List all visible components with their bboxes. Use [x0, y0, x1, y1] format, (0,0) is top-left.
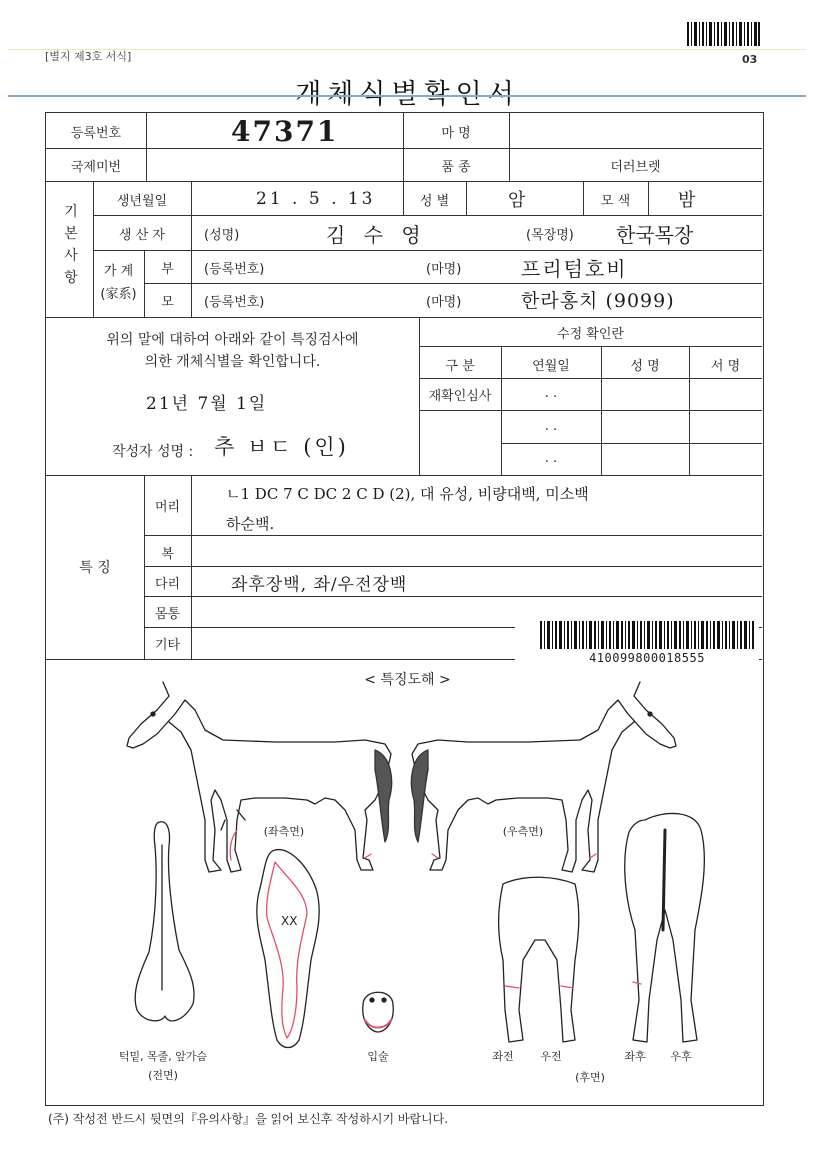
producer-name-value: 김 수 영 — [326, 223, 427, 247]
head-value-line1: ㄴ1 DC 7 C DC 2 C D (2), 대 유성, 비량대백, 미소백 — [226, 485, 589, 503]
correction-row-label: 재확인심사 — [428, 389, 492, 404]
hind-left-caption: 좌후 — [624, 1050, 646, 1063]
document-title: 개체식별확인서 — [295, 79, 520, 110]
correction-col-name: 성 명 — [630, 359, 660, 374]
right-side-horse — [411, 682, 676, 872]
sire-reg-no-label: (등록번호) — [204, 262, 265, 277]
features-section-label: 특 징 — [79, 560, 111, 576]
neck-label: 복 — [161, 547, 174, 562]
front-legs-view — [499, 877, 579, 1042]
farm-value: 한국목장 — [616, 223, 694, 247]
correction-col-sign: 서 명 — [710, 359, 741, 374]
statement-line1: 위의 말에 대하여 아래와 같이 특징검사에 — [106, 332, 359, 348]
correction-title: 수정 확인란 — [557, 327, 624, 342]
intl-no-label: 국제미번 — [70, 160, 122, 175]
fore-right-caption: 우전 — [540, 1050, 562, 1063]
head-value-line2: 하순백. — [226, 515, 275, 533]
svg-text:XX: XX — [281, 914, 298, 928]
statement-line2: 의한 개체식별을 확인합니다. — [144, 354, 321, 370]
writer-label: 작성자 성명 : — [112, 444, 194, 460]
correction-date-1: . . — [544, 386, 558, 401]
lip-caption: 입술 — [367, 1050, 389, 1063]
writer-value: 추 ㅂㄷ (인) — [214, 435, 349, 459]
family-hanja: (家系) — [100, 287, 137, 302]
dam-name-label: (마명) — [426, 295, 462, 310]
front-neck-view — [135, 822, 194, 1021]
dam-label: 모 — [161, 295, 174, 310]
front-caption-line2: (전면) — [148, 1069, 178, 1082]
right-side-label: (우측면) — [502, 825, 544, 838]
sex-label: 성 별 — [419, 194, 450, 209]
leg-value: 좌후장백, 좌/우전장백 — [231, 575, 408, 595]
reg-no-label: 등록번호 — [70, 126, 122, 141]
breed-label: 품 종 — [441, 160, 471, 175]
rear-caption: (후면) — [575, 1071, 605, 1084]
left-side-label: (좌측면) — [263, 825, 305, 838]
sire-name-label: (마명) — [426, 262, 462, 277]
birth-label: 생년월일 — [116, 194, 168, 209]
top-barcode — [687, 22, 760, 46]
sire-name-value: 프리텀호비 — [521, 257, 628, 281]
dam-reg-no-label: (등록번호) — [204, 295, 265, 310]
footnote: (주) 작성전 반드시 뒷면의『유의사항』을 읽어 보신후 작성하시기 바랍니다. — [48, 1112, 449, 1126]
farm-label: (목장명) — [526, 228, 574, 243]
lip-view — [363, 992, 394, 1032]
correction-date-2: . . — [544, 419, 558, 434]
barcode-number: 410099800018555 — [589, 651, 705, 665]
basic-section-label: 기본사항 — [64, 204, 78, 286]
producer-name-label: (성명) — [204, 228, 240, 243]
horse-name-label: 마 명 — [441, 126, 471, 141]
breed-value: 더러브렛 — [610, 160, 661, 175]
correction-col-date: 연월일 — [532, 359, 570, 374]
other-label: 기타 — [154, 638, 181, 653]
page-number: 03 — [742, 53, 758, 66]
correction-col-type: 구 분 — [445, 359, 475, 374]
dam-name-value: 한라홍치 (9099) — [521, 290, 675, 312]
birth-value: 21 . 5 . 13 — [256, 189, 376, 209]
head-front-view — [257, 850, 319, 1048]
family-label: 가 계 — [103, 264, 134, 279]
horse-diagrams — [45, 670, 764, 1090]
leg-label: 다리 — [154, 577, 181, 592]
head-label: 머리 — [154, 500, 181, 515]
front-caption-line1: 턱밑, 목줄, 앞가슴 — [118, 1050, 208, 1063]
reg-no-value: 47371 — [231, 115, 339, 148]
fore-left-caption: 좌전 — [492, 1050, 514, 1063]
confirm-date: 21년 7월 1일 — [146, 394, 268, 414]
form-code: [별지 제3호 서식] — [45, 50, 132, 63]
sex-value: 암 — [508, 190, 526, 211]
diagram-title: < 특징도해 > — [364, 672, 451, 688]
left-side-horse — [127, 682, 392, 872]
color-label: 모 색 — [600, 194, 631, 209]
mid-barcode — [540, 621, 754, 649]
correction-date-3: . . — [544, 451, 558, 466]
rear-view — [625, 813, 705, 1042]
title-rule — [8, 95, 806, 97]
sire-label: 부 — [161, 262, 174, 277]
color-value: 밤 — [678, 190, 696, 211]
producer-label: 생 산 자 — [119, 228, 165, 243]
hind-right-caption: 우후 — [670, 1050, 692, 1063]
body-label: 몸통 — [154, 607, 181, 622]
